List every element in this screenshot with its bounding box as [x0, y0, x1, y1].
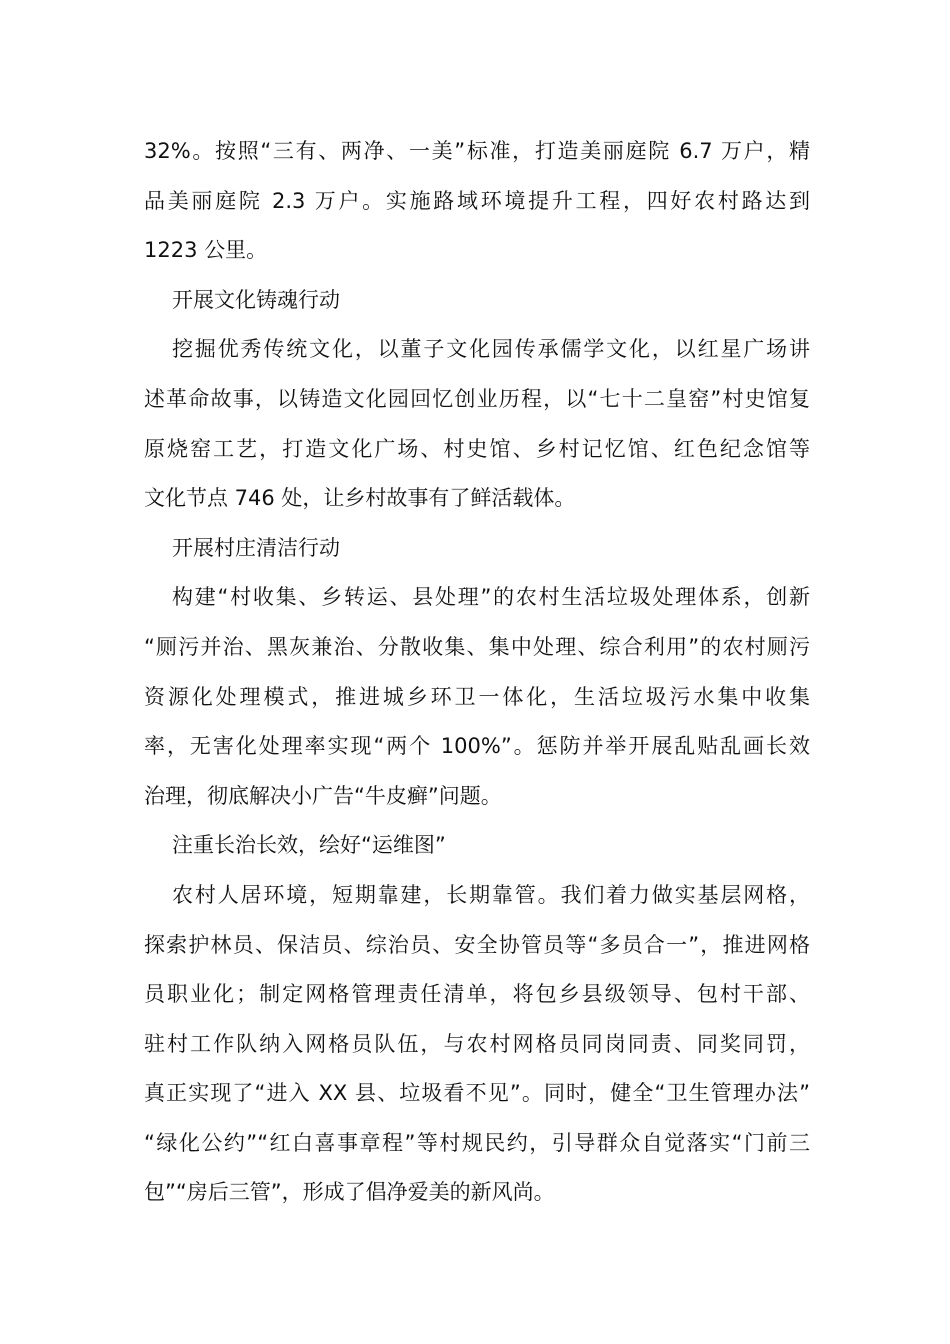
paragraph-line: 真正实现了“进入 XX 县、垃圾看不见”。同时，健全“卫生管理办法”: [144, 1081, 810, 1106]
paragraph-line: 品美丽庭院 2.3 万户。实施路域环境提升工程，四好农村路达到: [144, 188, 810, 213]
paragraph-line: 32%。按照“三有、两净、一美”标准，打造美丽庭院 6.7 万户，精: [144, 139, 810, 163]
paragraph-line: 资源化处理模式，推进城乡环卫一体化，生活垃圾污水集中收集: [144, 684, 810, 709]
paragraph-line: 挖掘优秀传统文化，以董子文化园传承儒学文化，以红星广场讲: [172, 337, 810, 362]
paragraph-line: 员职业化；制定网格管理责任清单，将包乡县级领导、包村干部、: [144, 982, 810, 1007]
section-heading: 注重长治长效，绘好“运维图”: [172, 833, 446, 858]
paragraph-line: 文化节点 746 处，让乡村故事有了鲜活载体。: [144, 486, 576, 511]
paragraph-line: 驻村工作队纳入网格员队伍，与农村网格员同岗同责、同奖同罚，: [144, 1031, 810, 1056]
section-heading: 开展村庄清洁行动: [172, 535, 340, 560]
document-body: [144, 127, 810, 1218]
paragraph-line: 探索护林员、保洁员、综治员、安全协管员等“多员合一”，推进网格: [144, 932, 810, 957]
paragraph-line: 率，无害化处理率实现“两个 100%”。惩防并举开展乱贴乱画长效: [144, 734, 810, 759]
section-heading: 开展文化铸魂行动: [172, 287, 340, 312]
paragraph-line: “厕污并治、黑灰兼治、分散收集、集中处理、综合利用”的农村厕污: [144, 634, 810, 659]
paragraph-line: “绿化公约”“红白喜事章程”等村规民约，引导群众自觉落实“门前三: [144, 1130, 810, 1155]
paragraph-line: 治理，彻底解决小广告“牛皮癣”问题。: [144, 783, 502, 808]
paragraph-line: 农村人居环境，短期靠建，长期靠管。我们着力做实基层网格，: [172, 882, 810, 907]
paragraph-line: 原烧窑工艺，打造文化广场、村史馆、乡村记忆馆、红色纪念馆等: [144, 436, 810, 461]
paragraph-line: 构建“村收集、乡转运、县处理”的农村生活垃圾处理体系，创新: [172, 585, 810, 610]
paragraph-line: 述革命故事，以铸造文化园回忆创业历程，以“七十二皇窑”村史馆复: [144, 386, 810, 411]
paragraph-line: 包”“房后三管”，形成了倡净爱美的新风尚。: [144, 1180, 555, 1205]
paragraph-line: 1223 公里。: [144, 238, 268, 263]
